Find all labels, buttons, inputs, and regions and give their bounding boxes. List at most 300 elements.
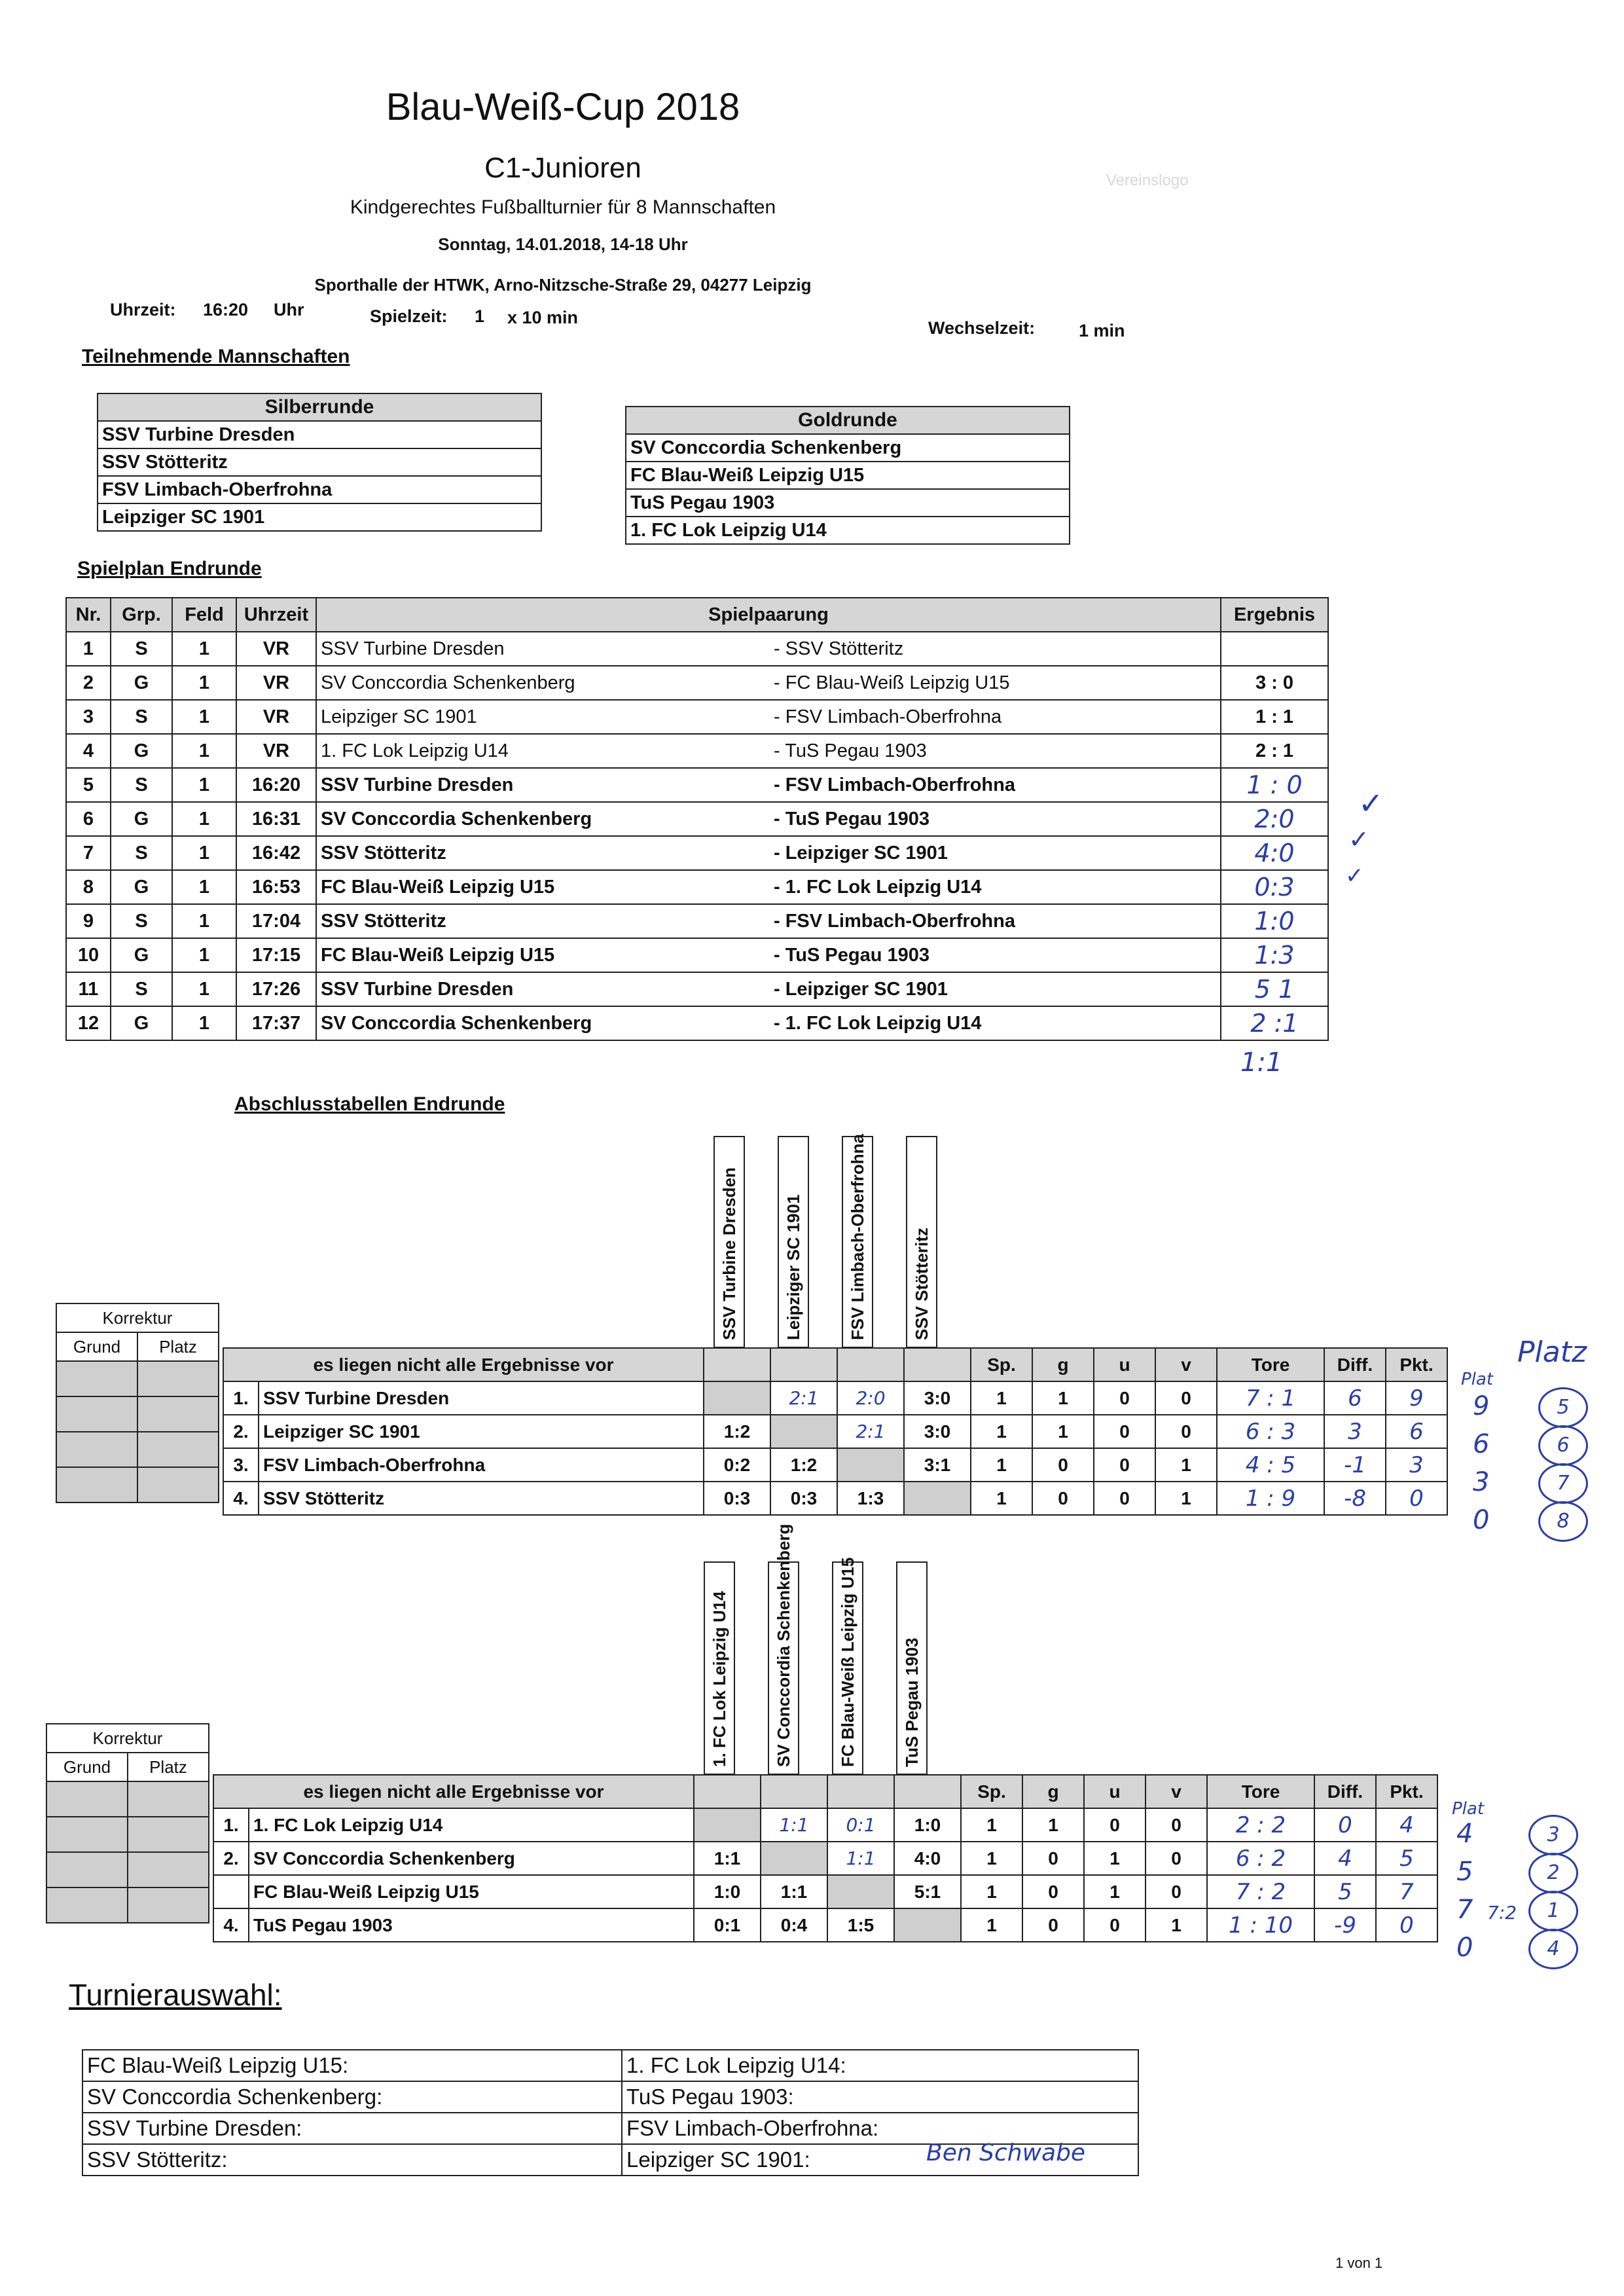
home-team: Leipziger SC 1901 bbox=[316, 700, 770, 734]
match-result: 1:0 bbox=[1221, 904, 1328, 938]
goldrunde-team: TuS Pegau 1903 bbox=[626, 489, 1070, 517]
column-header-team bbox=[842, 1136, 873, 1348]
korrektur-box-gold bbox=[46, 1723, 209, 1923]
away-team: - 1. FC Lok Leipzig U14 bbox=[770, 1006, 1221, 1040]
col-diff: Diff. bbox=[1314, 1775, 1376, 1808]
match-group: S bbox=[111, 768, 172, 802]
selection-team-left: SV Conccordia Schenkenberg: bbox=[82, 2081, 622, 2113]
korrektur-cell[interactable] bbox=[137, 1361, 219, 1396]
korrektur-platz: Platz bbox=[128, 1753, 209, 1781]
match-result: 3 : 0 bbox=[1221, 666, 1328, 700]
team-name: FC Blau-Weiß Leipzig U15 bbox=[249, 1875, 694, 1908]
match-nr: 5 bbox=[66, 768, 111, 802]
standings-row bbox=[223, 1415, 1447, 1448]
silberrunde-team: SSV Stötteritz bbox=[98, 448, 541, 476]
losses: 1 bbox=[1146, 1908, 1207, 1942]
match-field: 1 bbox=[172, 972, 236, 1006]
silberrunde-team: Leipziger SC 1901 bbox=[98, 503, 541, 531]
home-team: SV Conccordia Schenkenberg bbox=[316, 802, 770, 836]
match-field: 1 bbox=[172, 802, 236, 836]
selection-row bbox=[82, 2081, 1138, 2113]
final-place-circle: 1 bbox=[1528, 1891, 1578, 1931]
standings-row bbox=[213, 1808, 1437, 1842]
schedule-extra-result: 1:1 bbox=[1240, 1048, 1283, 1078]
col-v: v bbox=[1155, 1348, 1217, 1381]
col-v: v bbox=[1146, 1775, 1207, 1808]
goals: 1 : 9 bbox=[1217, 1482, 1324, 1515]
match-time: 16:53 bbox=[236, 870, 316, 904]
home-team: SSV Stötteritz bbox=[316, 836, 770, 870]
column-header-label: 1. FC Lok Leipzig U14 bbox=[710, 1591, 729, 1767]
schedule-section-heading: Spielplan Endrunde bbox=[77, 558, 262, 579]
standings-row bbox=[213, 1908, 1437, 1942]
column-header-label: FSV Limbach-Oberfrohna bbox=[848, 1134, 867, 1340]
points: 0 bbox=[1386, 1482, 1447, 1515]
tournament-venue: Sporthalle der HTWK, Arno-Nitzsche-Straße 29, 04277 Leipzig bbox=[314, 275, 812, 295]
korrektur-cell[interactable] bbox=[46, 1887, 128, 1923]
games-played: 1 bbox=[961, 1908, 1022, 1942]
team-rank bbox=[213, 1875, 249, 1908]
plat-note: Plat bbox=[1461, 1370, 1494, 1389]
uhrzeit-label: Uhrzeit: bbox=[110, 300, 176, 319]
schedule-row bbox=[66, 972, 1328, 1006]
match-time: 16:20 bbox=[236, 768, 316, 802]
team-name: 1. FC Lok Leipzig U14 bbox=[249, 1808, 694, 1842]
home-team: SSV Stötteritz bbox=[316, 904, 770, 938]
losses: 1 bbox=[1155, 1448, 1217, 1482]
column-header-label: SSV Turbine Dresden bbox=[719, 1167, 739, 1340]
match-nr: 3 bbox=[66, 700, 111, 734]
goal-diff: 3 bbox=[1324, 1415, 1386, 1448]
schedule-row bbox=[66, 734, 1328, 768]
losses: 0 bbox=[1155, 1381, 1217, 1415]
schedule-row bbox=[66, 632, 1328, 666]
away-team: - Leipziger SC 1901 bbox=[770, 836, 1221, 870]
col-sp: Sp. bbox=[961, 1775, 1022, 1808]
platz-note: Platz bbox=[1517, 1336, 1587, 1369]
silberrunde-team: SSV Turbine Dresden bbox=[98, 421, 541, 448]
teams-section-heading: Teilnehmende Mannschaften bbox=[82, 346, 350, 367]
goal-diff: 5 bbox=[1314, 1875, 1376, 1908]
team-rank: 4. bbox=[213, 1908, 249, 1942]
silver-standings-table bbox=[223, 1347, 1448, 1516]
match-nr: 4 bbox=[66, 734, 111, 768]
match-result: 2 :1 bbox=[1221, 1006, 1328, 1040]
match-field: 1 bbox=[172, 700, 236, 734]
match-nr: 10 bbox=[66, 938, 111, 972]
match-score: 1:0 bbox=[894, 1808, 961, 1842]
col-uhrzeit: Uhrzeit bbox=[236, 598, 316, 632]
match-time: 17:37 bbox=[236, 1006, 316, 1040]
col-pkt: Pkt. bbox=[1386, 1348, 1447, 1381]
away-team: - FSV Limbach-Oberfrohna bbox=[770, 768, 1221, 802]
games-played: 1 bbox=[961, 1842, 1022, 1875]
match-score: 2:0 bbox=[837, 1381, 904, 1415]
points: 5 bbox=[1376, 1842, 1437, 1875]
col-pkt: Pkt. bbox=[1376, 1775, 1437, 1808]
match-time: 17:15 bbox=[236, 938, 316, 972]
goals: 4 : 5 bbox=[1217, 1448, 1324, 1482]
match-score: 0:1 bbox=[694, 1908, 761, 1942]
games-played: 1 bbox=[971, 1415, 1032, 1448]
column-header-label: SV Conccordia Schenkenberg bbox=[774, 1523, 793, 1767]
match-group: S bbox=[111, 904, 172, 938]
korrektur-cell[interactable] bbox=[137, 1467, 219, 1503]
gold-side-note: 7:2 bbox=[1487, 1902, 1517, 1923]
korrektur-cell[interactable] bbox=[56, 1432, 137, 1467]
column-header-label: SSV Stötteritz bbox=[912, 1228, 931, 1340]
col-g: g bbox=[1032, 1348, 1094, 1381]
match-nr: 8 bbox=[66, 870, 111, 904]
away-team: - TuS Pegau 1903 bbox=[770, 938, 1221, 972]
column-header-team bbox=[704, 1561, 735, 1775]
goals: 6 : 3 bbox=[1217, 1415, 1324, 1448]
standings-row bbox=[223, 1482, 1447, 1515]
wechselzeit-value: 1 min bbox=[1079, 321, 1125, 340]
goals: 6 : 2 bbox=[1207, 1842, 1314, 1875]
home-team: FC Blau-Weiß Leipzig U15 bbox=[316, 870, 770, 904]
home-team: FC Blau-Weiß Leipzig U15 bbox=[316, 938, 770, 972]
schedule-row bbox=[66, 768, 1328, 802]
match-time: 17:26 bbox=[236, 972, 316, 1006]
team-name: FSV Limbach-Oberfrohna bbox=[259, 1448, 704, 1482]
match-group: G bbox=[111, 666, 172, 700]
team-name: TuS Pegau 1903 bbox=[249, 1908, 694, 1942]
wins: 1 bbox=[1032, 1415, 1094, 1448]
team-rank: 1. bbox=[223, 1381, 259, 1415]
korrektur-cell[interactable] bbox=[56, 1396, 137, 1432]
match-field: 1 bbox=[172, 1006, 236, 1040]
match-score bbox=[894, 1908, 961, 1942]
away-team: - FSV Limbach-Oberfrohna bbox=[770, 904, 1221, 938]
col-diff: Diff. bbox=[1324, 1348, 1386, 1381]
korrektur-cell[interactable] bbox=[46, 1852, 128, 1887]
match-score: 0:3 bbox=[770, 1482, 837, 1515]
uhrzeit-unit: Uhr bbox=[274, 300, 304, 319]
check-mark-icon: ✓ bbox=[1348, 825, 1369, 854]
selection-team-right: 1. FC Lok Leipzig U14: bbox=[622, 2050, 1138, 2081]
tournament-description: Kindgerechtes Fußballturnier für 8 Mannschaften bbox=[350, 196, 776, 218]
match-score: 1:2 bbox=[770, 1448, 837, 1482]
silberrunde-title: Silberrunde bbox=[98, 393, 541, 421]
column-header-label: TuS Pegau 1903 bbox=[902, 1637, 922, 1767]
draws: 1 bbox=[1084, 1875, 1146, 1908]
tournament-date: Sonntag, 14.01.2018, 14-18 Uhr bbox=[438, 234, 688, 254]
away-team: - FC Blau-Weiß Leipzig U15 bbox=[770, 666, 1221, 700]
points: 9 bbox=[1386, 1381, 1447, 1415]
match-score bbox=[761, 1842, 827, 1875]
goals: 7 : 1 bbox=[1217, 1381, 1324, 1415]
match-score: 0:4 bbox=[761, 1908, 827, 1942]
match-score: 1:1 bbox=[827, 1842, 894, 1875]
games-played: 1 bbox=[961, 1808, 1022, 1842]
match-score: 0:1 bbox=[827, 1808, 894, 1842]
away-team: - TuS Pegau 1903 bbox=[770, 734, 1221, 768]
korrektur-cell[interactable] bbox=[46, 1817, 128, 1852]
draws: 0 bbox=[1094, 1482, 1155, 1515]
points: 4 bbox=[1376, 1808, 1437, 1842]
goals: 7 : 2 bbox=[1207, 1875, 1314, 1908]
signature: Ben Schwabe bbox=[926, 2140, 1086, 2166]
match-group: G bbox=[111, 870, 172, 904]
check-mark-icon: ✓ bbox=[1358, 786, 1384, 821]
korrektur-title: Korrektur bbox=[56, 1303, 219, 1332]
handwritten-points: 6 bbox=[1473, 1429, 1490, 1459]
match-score bbox=[770, 1415, 837, 1448]
match-nr: 9 bbox=[66, 904, 111, 938]
col-feld: Feld bbox=[172, 598, 236, 632]
team-rank: 4. bbox=[223, 1482, 259, 1515]
draws: 1 bbox=[1084, 1842, 1146, 1875]
team-name: Leipziger SC 1901 bbox=[259, 1415, 704, 1448]
korrektur-cell[interactable] bbox=[56, 1361, 137, 1396]
column-header-team bbox=[906, 1136, 937, 1348]
goal-diff: -8 bbox=[1324, 1482, 1386, 1515]
match-result: 1 : 1 bbox=[1221, 700, 1328, 734]
final-place-circle: 4 bbox=[1528, 1929, 1578, 1969]
wechselzeit-label: Wechselzeit: bbox=[928, 318, 1036, 338]
match-result: 4:0 bbox=[1221, 836, 1328, 870]
gold-standings-table bbox=[213, 1774, 1438, 1942]
match-score bbox=[904, 1482, 971, 1515]
team-rank: 2. bbox=[213, 1842, 249, 1875]
schedule-row bbox=[66, 836, 1328, 870]
goldrunde-title: Goldrunde bbox=[626, 407, 1070, 434]
handwritten-points: 0 bbox=[1473, 1505, 1490, 1535]
goldrunde-team: SV Conccordia Schenkenberg bbox=[626, 434, 1070, 462]
korrektur-grund: Grund bbox=[56, 1332, 137, 1361]
final-place-circle: 6 bbox=[1538, 1425, 1588, 1466]
korrektur-grund: Grund bbox=[46, 1753, 128, 1781]
match-nr: 1 bbox=[66, 632, 111, 666]
korrektur-cell[interactable] bbox=[128, 1852, 209, 1887]
match-group: G bbox=[111, 1006, 172, 1040]
match-result: 1:3 bbox=[1221, 938, 1328, 972]
match-field: 1 bbox=[172, 836, 236, 870]
home-team: SSV Turbine Dresden bbox=[316, 768, 770, 802]
away-team: - 1. FC Lok Leipzig U14 bbox=[770, 870, 1221, 904]
draws: 0 bbox=[1094, 1415, 1155, 1448]
plat-note: Plat bbox=[1452, 1799, 1485, 1819]
final-place-circle: 3 bbox=[1528, 1815, 1578, 1855]
match-score: 1:5 bbox=[827, 1908, 894, 1942]
schedule-table bbox=[65, 597, 1329, 1041]
draws: 0 bbox=[1094, 1381, 1155, 1415]
home-team: 1. FC Lok Leipzig U14 bbox=[316, 734, 770, 768]
match-group: G bbox=[111, 938, 172, 972]
match-time: VR bbox=[236, 666, 316, 700]
match-field: 1 bbox=[172, 938, 236, 972]
points: 0 bbox=[1376, 1908, 1437, 1942]
match-time: 16:42 bbox=[236, 836, 316, 870]
team-rank: 2. bbox=[223, 1415, 259, 1448]
match-result: 1 : 0 bbox=[1221, 768, 1328, 802]
match-time: 16:31 bbox=[236, 802, 316, 836]
col-u: u bbox=[1094, 1348, 1155, 1381]
draws: 0 bbox=[1084, 1808, 1146, 1842]
match-score: 0:3 bbox=[704, 1482, 770, 1515]
home-team: SSV Turbine Dresden bbox=[316, 632, 770, 666]
games-played: 1 bbox=[971, 1381, 1032, 1415]
match-field: 1 bbox=[172, 666, 236, 700]
schedule-row bbox=[66, 700, 1328, 734]
match-score: 0:2 bbox=[704, 1448, 770, 1482]
korrektur-cell[interactable] bbox=[128, 1887, 209, 1923]
col-g: g bbox=[1022, 1775, 1084, 1808]
handwritten-points: 0 bbox=[1456, 1933, 1473, 1963]
match-score: 1:1 bbox=[761, 1808, 827, 1842]
goldrunde-team: FC Blau-Weiß Leipzig U15 bbox=[626, 462, 1070, 489]
match-score: 3:0 bbox=[904, 1415, 971, 1448]
match-score bbox=[837, 1448, 904, 1482]
schedule-row bbox=[66, 938, 1328, 972]
match-score: 1:1 bbox=[694, 1842, 761, 1875]
selection-row bbox=[82, 2050, 1138, 2081]
away-team: - TuS Pegau 1903 bbox=[770, 802, 1221, 836]
selection-team-right: FSV Limbach-Oberfrohna: bbox=[622, 2113, 1138, 2144]
handwritten-points: 9 bbox=[1473, 1391, 1490, 1421]
korrektur-cell[interactable] bbox=[128, 1781, 209, 1817]
korrektur-cell[interactable] bbox=[46, 1781, 128, 1817]
home-team: SV Conccordia Schenkenberg bbox=[316, 666, 770, 700]
match-group: G bbox=[111, 802, 172, 836]
standings-row bbox=[223, 1381, 1447, 1415]
column-header-label: FC Blau-Weiß Leipzig U15 bbox=[838, 1557, 857, 1767]
col-ergebnis: Ergebnis bbox=[1221, 598, 1328, 632]
column-header-team bbox=[768, 1523, 799, 1775]
korrektur-cell[interactable] bbox=[137, 1396, 219, 1432]
silberrunde-table bbox=[97, 393, 542, 532]
wins: 0 bbox=[1032, 1482, 1094, 1515]
goldrunde-team: 1. FC Lok Leipzig U14 bbox=[626, 517, 1070, 544]
check-mark-icon: ✓ bbox=[1345, 863, 1364, 889]
match-group: S bbox=[111, 700, 172, 734]
match-field: 1 bbox=[172, 904, 236, 938]
wins: 1 bbox=[1032, 1381, 1094, 1415]
korrektur-title: Korrektur bbox=[46, 1724, 209, 1753]
handwritten-points: 3 bbox=[1473, 1467, 1490, 1497]
column-header-team bbox=[713, 1136, 745, 1348]
wins: 1 bbox=[1022, 1808, 1084, 1842]
away-team: - SSV Stötteritz bbox=[770, 632, 1221, 666]
match-group: S bbox=[111, 632, 172, 666]
home-team: SSV Turbine Dresden bbox=[316, 972, 770, 1006]
spielzeit-unit: x 10 min bbox=[507, 308, 579, 327]
match-field: 1 bbox=[172, 870, 236, 904]
match-score bbox=[827, 1875, 894, 1908]
match-result: 2:0 bbox=[1221, 802, 1328, 836]
match-nr: 11 bbox=[66, 972, 111, 1006]
col-spielpaarung: Spielpaarung bbox=[316, 598, 1221, 632]
goal-diff: -9 bbox=[1314, 1908, 1376, 1942]
spielzeit-value: 1 bbox=[475, 306, 485, 326]
korrektur-cell[interactable] bbox=[128, 1817, 209, 1852]
goal-diff: -1 bbox=[1324, 1448, 1386, 1482]
standings-row bbox=[213, 1842, 1437, 1875]
match-nr: 6 bbox=[66, 802, 111, 836]
losses: 0 bbox=[1146, 1842, 1207, 1875]
schedule-row bbox=[66, 904, 1328, 938]
match-score: 3:1 bbox=[904, 1448, 971, 1482]
match-nr: 7 bbox=[66, 836, 111, 870]
match-nr: 2 bbox=[66, 666, 111, 700]
match-score: 2:1 bbox=[837, 1415, 904, 1448]
match-score: 1:0 bbox=[694, 1875, 761, 1908]
games-played: 1 bbox=[961, 1875, 1022, 1908]
schedule-row bbox=[66, 802, 1328, 836]
col-tore: Tore bbox=[1207, 1775, 1314, 1808]
match-result: 5 1 bbox=[1221, 972, 1328, 1006]
column-header-team bbox=[832, 1557, 863, 1775]
goldrunde-table bbox=[625, 406, 1070, 545]
team-rank: 1. bbox=[213, 1808, 249, 1842]
wins: 0 bbox=[1022, 1908, 1084, 1942]
col-nr: Nr. bbox=[66, 598, 111, 632]
selection-team-right: TuS Pegau 1903: bbox=[622, 2081, 1138, 2113]
goal-diff: 4 bbox=[1314, 1842, 1376, 1875]
column-header-team bbox=[778, 1136, 809, 1348]
team-name: SSV Stötteritz bbox=[259, 1482, 704, 1515]
wins: 0 bbox=[1022, 1842, 1084, 1875]
match-score: 1:2 bbox=[704, 1415, 770, 1448]
document-title: Blau-Weiß-Cup 2018 bbox=[386, 86, 740, 128]
team-rank: 3. bbox=[223, 1448, 259, 1482]
korrektur-cell[interactable] bbox=[56, 1467, 137, 1503]
games-played: 1 bbox=[971, 1482, 1032, 1515]
match-result: 0:3 bbox=[1221, 870, 1328, 904]
silberrunde-team: FSV Limbach-Oberfrohna bbox=[98, 476, 541, 503]
losses: 0 bbox=[1146, 1808, 1207, 1842]
column-header-label: Leipziger SC 1901 bbox=[784, 1194, 803, 1340]
match-score: 5:1 bbox=[894, 1875, 961, 1908]
turnierauswahl-heading: Turnierauswahl: bbox=[69, 1978, 282, 2012]
page-footer: 1 von 1 bbox=[1335, 2255, 1383, 2271]
final-place-circle: 8 bbox=[1538, 1501, 1588, 1542]
results-note: es liegen nicht alle Ergebnisse vor bbox=[213, 1775, 694, 1808]
wins: 0 bbox=[1032, 1448, 1094, 1482]
document-subtitle: C1-Junioren bbox=[484, 152, 641, 184]
selection-team-left: SSV Turbine Dresden: bbox=[82, 2113, 622, 2144]
match-score: 2:1 bbox=[770, 1381, 837, 1415]
schedule-row bbox=[66, 666, 1328, 700]
club-logo-placeholder: Vereinslogo bbox=[1106, 172, 1189, 189]
col-grp: Grp. bbox=[111, 598, 172, 632]
match-nr: 12 bbox=[66, 1006, 111, 1040]
col-tore: Tore bbox=[1217, 1348, 1324, 1381]
final-place-circle: 5 bbox=[1538, 1387, 1588, 1428]
goals: 2 : 2 bbox=[1207, 1808, 1314, 1842]
match-score bbox=[694, 1808, 761, 1842]
match-score bbox=[704, 1381, 770, 1415]
handwritten-points: 5 bbox=[1456, 1857, 1473, 1887]
points: 3 bbox=[1386, 1448, 1447, 1482]
draws: 0 bbox=[1084, 1908, 1146, 1942]
selection-team-right: Leipziger SC 1901: bbox=[622, 2144, 1138, 2176]
match-group: G bbox=[111, 734, 172, 768]
match-score: 1:1 bbox=[761, 1875, 827, 1908]
standings-row bbox=[223, 1448, 1447, 1482]
korrektur-box-silver bbox=[56, 1303, 219, 1503]
match-score: 1:3 bbox=[837, 1482, 904, 1515]
korrektur-cell[interactable] bbox=[137, 1432, 219, 1467]
selection-team-left: SSV Stötteritz: bbox=[82, 2144, 622, 2176]
match-time: 17:04 bbox=[236, 904, 316, 938]
column-header-team bbox=[896, 1561, 928, 1775]
match-field: 1 bbox=[172, 768, 236, 802]
match-group: S bbox=[111, 972, 172, 1006]
points: 6 bbox=[1386, 1415, 1447, 1448]
selection-team-left: FC Blau-Weiß Leipzig U15: bbox=[82, 2050, 622, 2081]
